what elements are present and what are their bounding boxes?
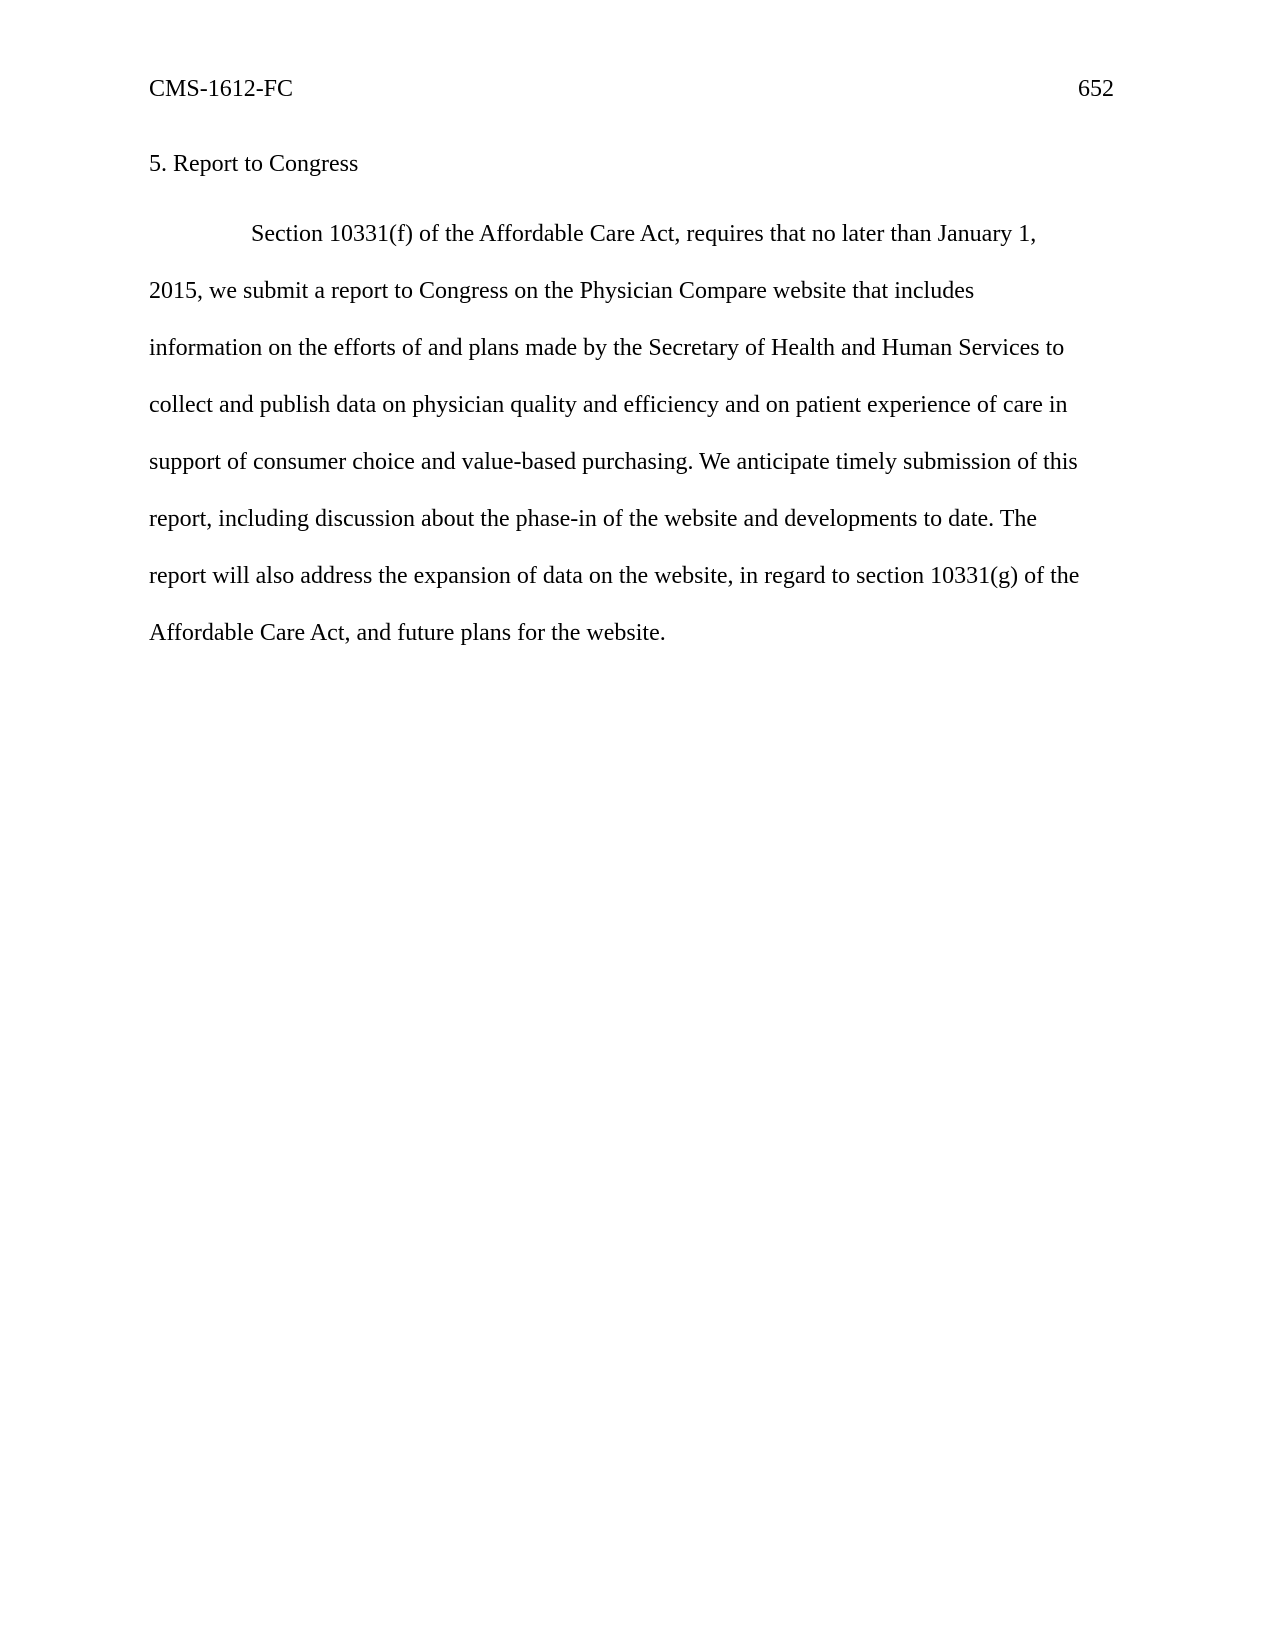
paragraph-line: Affordable Care Act, and future plans for the website. (149, 620, 666, 646)
paragraph-line: support of consumer choice and value-based purchasing. We anticipate timely submission of this (149, 449, 1078, 475)
paragraph-line: Section 10331(f) of the Affordable Care Act, requires that no later than January 1, (251, 221, 1037, 247)
paragraph-line: 2015, we submit a report to Congress on the Physician Compare website that includes (149, 278, 975, 304)
paragraph-line: information on the efforts of and plans made by the Secretary of Health and Human Services to (149, 335, 1065, 361)
paragraph-line: report will also address the expansion of data on the website, in regard to section 10331(g) of the (149, 563, 1080, 589)
paragraph-line: report, including discussion about the phase-in of the website and developments to date. The (149, 506, 1038, 532)
section-paragraph (149, 206, 1149, 662)
page-number: 652 (1078, 76, 1114, 102)
paragraph-line: collect and publish data on physician quality and efficiency and on patient experience of care in (149, 392, 1068, 418)
section-heading: 5. Report to Congress (149, 151, 359, 177)
document-id: CMS-1612-FC (149, 76, 294, 102)
